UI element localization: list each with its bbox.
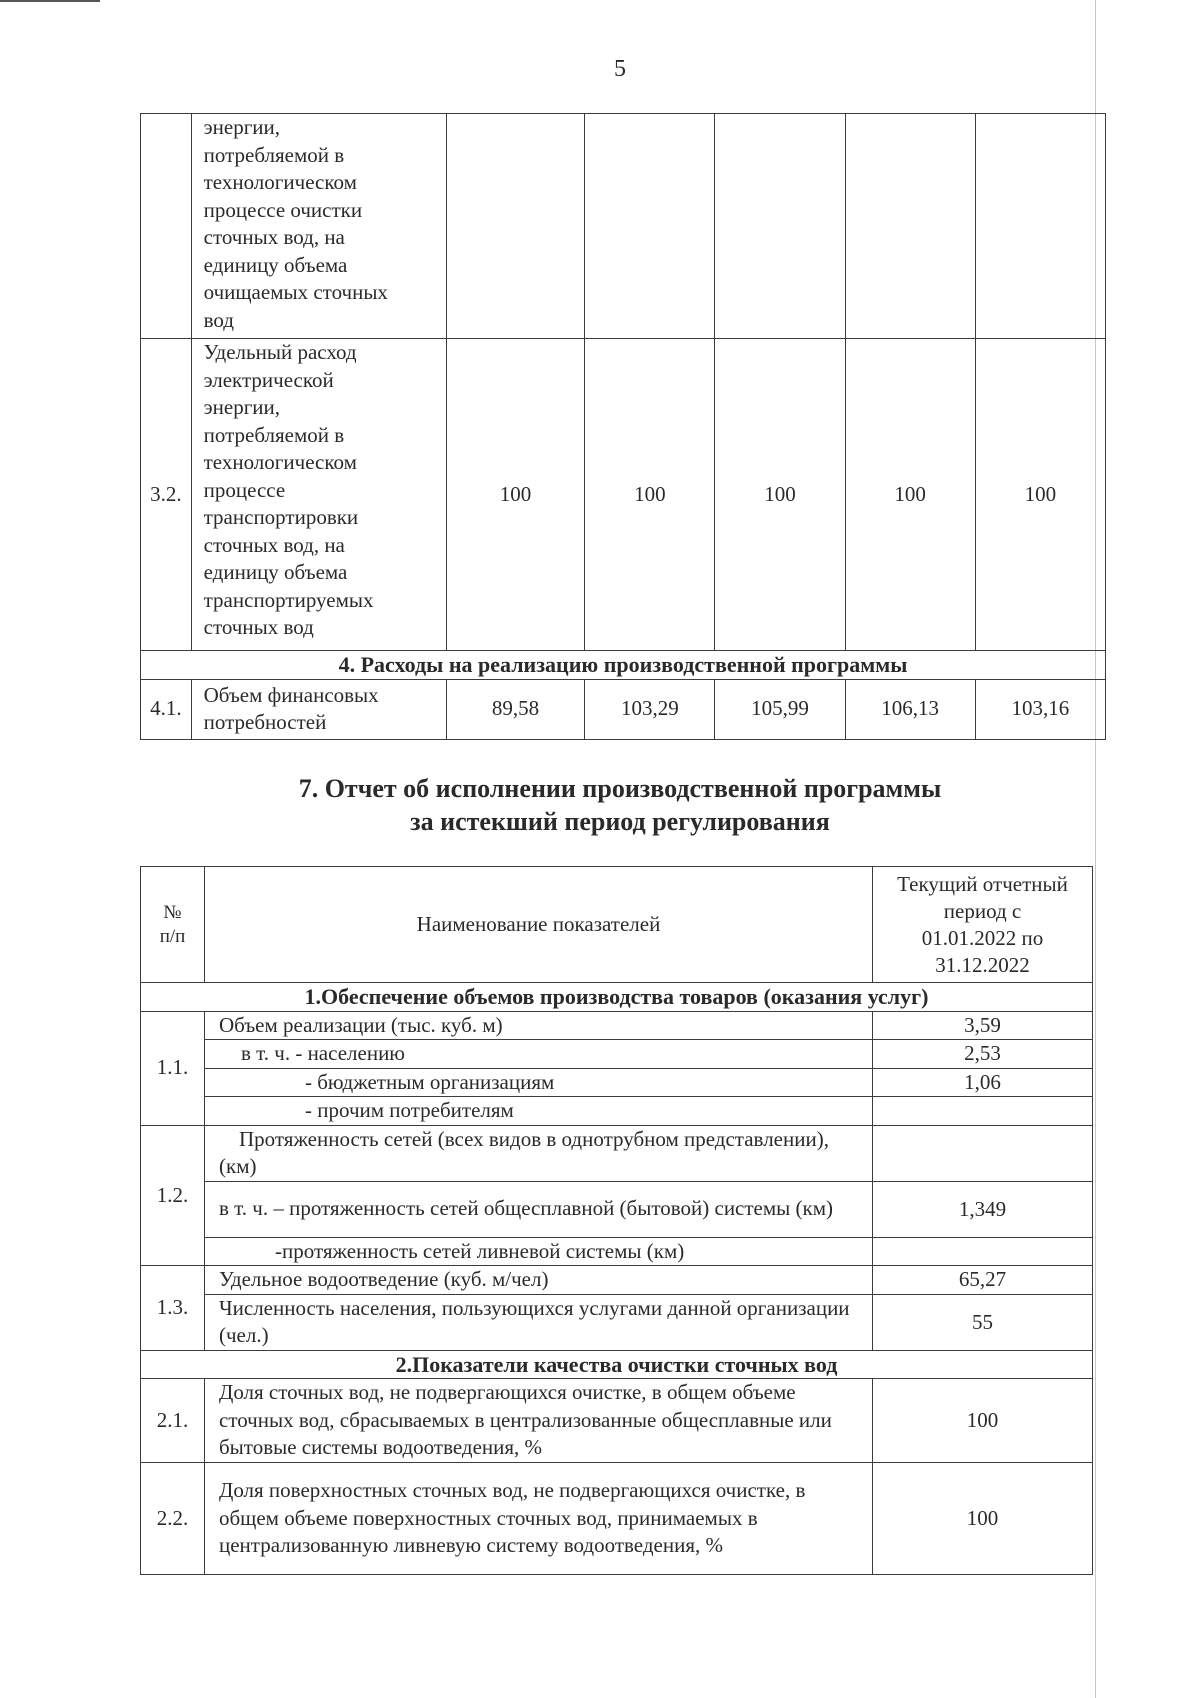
value-cell: 1,06 xyxy=(873,1068,1093,1097)
section-heading-line2: за истекший период регулирования xyxy=(410,807,830,836)
value-cell: 1,349 xyxy=(873,1181,1093,1237)
row-name: Доля поверхностных сточных вод, не подвергающихся очистке, в общем объеме поверхностных сточных вод, принимаемых в централизованную ливневую систему водоотведения, % xyxy=(205,1463,873,1575)
row-name: Объем реализации (тыс. куб. м) xyxy=(205,1011,873,1040)
value-cell: 106,13 xyxy=(845,679,975,739)
row-number: 3.2. xyxy=(141,339,192,651)
table-row xyxy=(141,1379,1093,1463)
row-name: Доля сточных вод, не подвергающихся очистке, в общем объеме сточных вод, сбрасываемых в централизованные общесплавные или бытовые системы водоотведения, % xyxy=(205,1379,873,1463)
value-cell: 100 xyxy=(446,339,584,651)
value-cell: 100 xyxy=(845,339,975,651)
table-row xyxy=(141,1125,1093,1181)
row-name: - прочим потребителям xyxy=(205,1097,873,1126)
section-heading-line1: 7. Отчет об исполнении производственной программы xyxy=(298,774,942,803)
table-row xyxy=(141,679,1106,739)
row-number: 2.1. xyxy=(141,1379,205,1463)
table-row xyxy=(141,1181,1093,1237)
value-cell: 100 xyxy=(873,1463,1093,1575)
section-title: 2.Показатели качества очистки сточных вод xyxy=(141,1350,1093,1379)
value-cell: 105,99 xyxy=(715,679,845,739)
row-number: 1.1. xyxy=(141,1011,205,1125)
section-title: 1.Обеспечение объемов производства товаров (оказания услуг) xyxy=(141,983,1093,1012)
row-name: энергии, потребляемой в технологическом процессе очистки сточных вод, на единицу объема очищаемых сточных вод xyxy=(191,114,446,339)
row-name: в т. ч. - населению xyxy=(205,1040,873,1069)
table-row xyxy=(141,1040,1093,1069)
value-cell: 55 xyxy=(873,1294,1093,1350)
row-name: -протяженность сетей ливневой системы (км) xyxy=(205,1237,873,1266)
table-row xyxy=(141,1068,1093,1097)
row-name: в т. ч. – протяженность сетей общесплавной (бытовой) системы (км) xyxy=(205,1181,873,1237)
report-table xyxy=(140,866,1093,1575)
table-row xyxy=(141,114,1106,339)
value-cell: 2,53 xyxy=(873,1040,1093,1069)
value-cell xyxy=(446,114,584,339)
row-name: Удельное водоотведение (куб. м/чел) xyxy=(205,1266,873,1295)
table-row xyxy=(141,1011,1093,1040)
table-row xyxy=(141,1463,1093,1575)
value-cell: 65,27 xyxy=(873,1266,1093,1295)
value-cell: 103,16 xyxy=(975,679,1105,739)
table-row xyxy=(141,1294,1093,1350)
value-cell: 103,29 xyxy=(585,679,715,739)
table-header-row xyxy=(141,867,1093,983)
section-title: 4. Расходы на реализацию производственной программы xyxy=(141,651,1106,680)
row-name: Численность населения, пользующихся услугами данной организации (чел.) xyxy=(205,1294,873,1350)
row-number: 1.3. xyxy=(141,1266,205,1351)
row-name: Удельный расход электрической энергии, потребляемой в технологическом процессе транспортировки сточных вод, на единицу объема транспортируемых сточных вод xyxy=(191,339,446,651)
row-name: - бюджетным организациям xyxy=(205,1068,873,1097)
value-cell: 100 xyxy=(715,339,845,651)
section-header-row xyxy=(141,651,1106,680)
table-row xyxy=(141,1237,1093,1266)
value-cell xyxy=(715,114,845,339)
page-number: 5 xyxy=(614,56,626,82)
section-header-row xyxy=(141,1350,1093,1379)
value-cell xyxy=(873,1097,1093,1126)
value-cell: 3,59 xyxy=(873,1011,1093,1040)
header-name: Наименование показателей xyxy=(205,867,873,983)
value-cell: 100 xyxy=(873,1379,1093,1463)
row-number xyxy=(141,114,192,339)
value-cell: 100 xyxy=(975,339,1105,651)
value-cell xyxy=(845,114,975,339)
header-number: № п/п xyxy=(141,867,205,983)
value-cell: 100 xyxy=(585,339,715,651)
row-name: Объем финансовых потребностей xyxy=(191,679,446,739)
row-number: 2.2. xyxy=(141,1463,205,1575)
header-period: Текущий отчетный период с 01.01.2022 по 31.12.2022 xyxy=(873,867,1093,983)
table-row xyxy=(141,1266,1093,1295)
value-cell xyxy=(873,1125,1093,1181)
value-cell xyxy=(975,114,1105,339)
row-name: Протяженность сетей (всех видов в однотрубном представлении), (км) xyxy=(205,1125,873,1181)
value-cell xyxy=(873,1237,1093,1266)
section-heading xyxy=(0,772,1200,838)
value-cell: 89,58 xyxy=(446,679,584,739)
row-number: 1.2. xyxy=(141,1125,205,1266)
table-row xyxy=(141,339,1106,651)
value-cell xyxy=(585,114,715,339)
scan-edge-line xyxy=(0,0,100,2)
table-row xyxy=(141,1097,1093,1126)
row-number: 4.1. xyxy=(141,679,192,739)
section-header-row xyxy=(141,983,1093,1012)
indicators-table-continued xyxy=(140,113,1106,740)
